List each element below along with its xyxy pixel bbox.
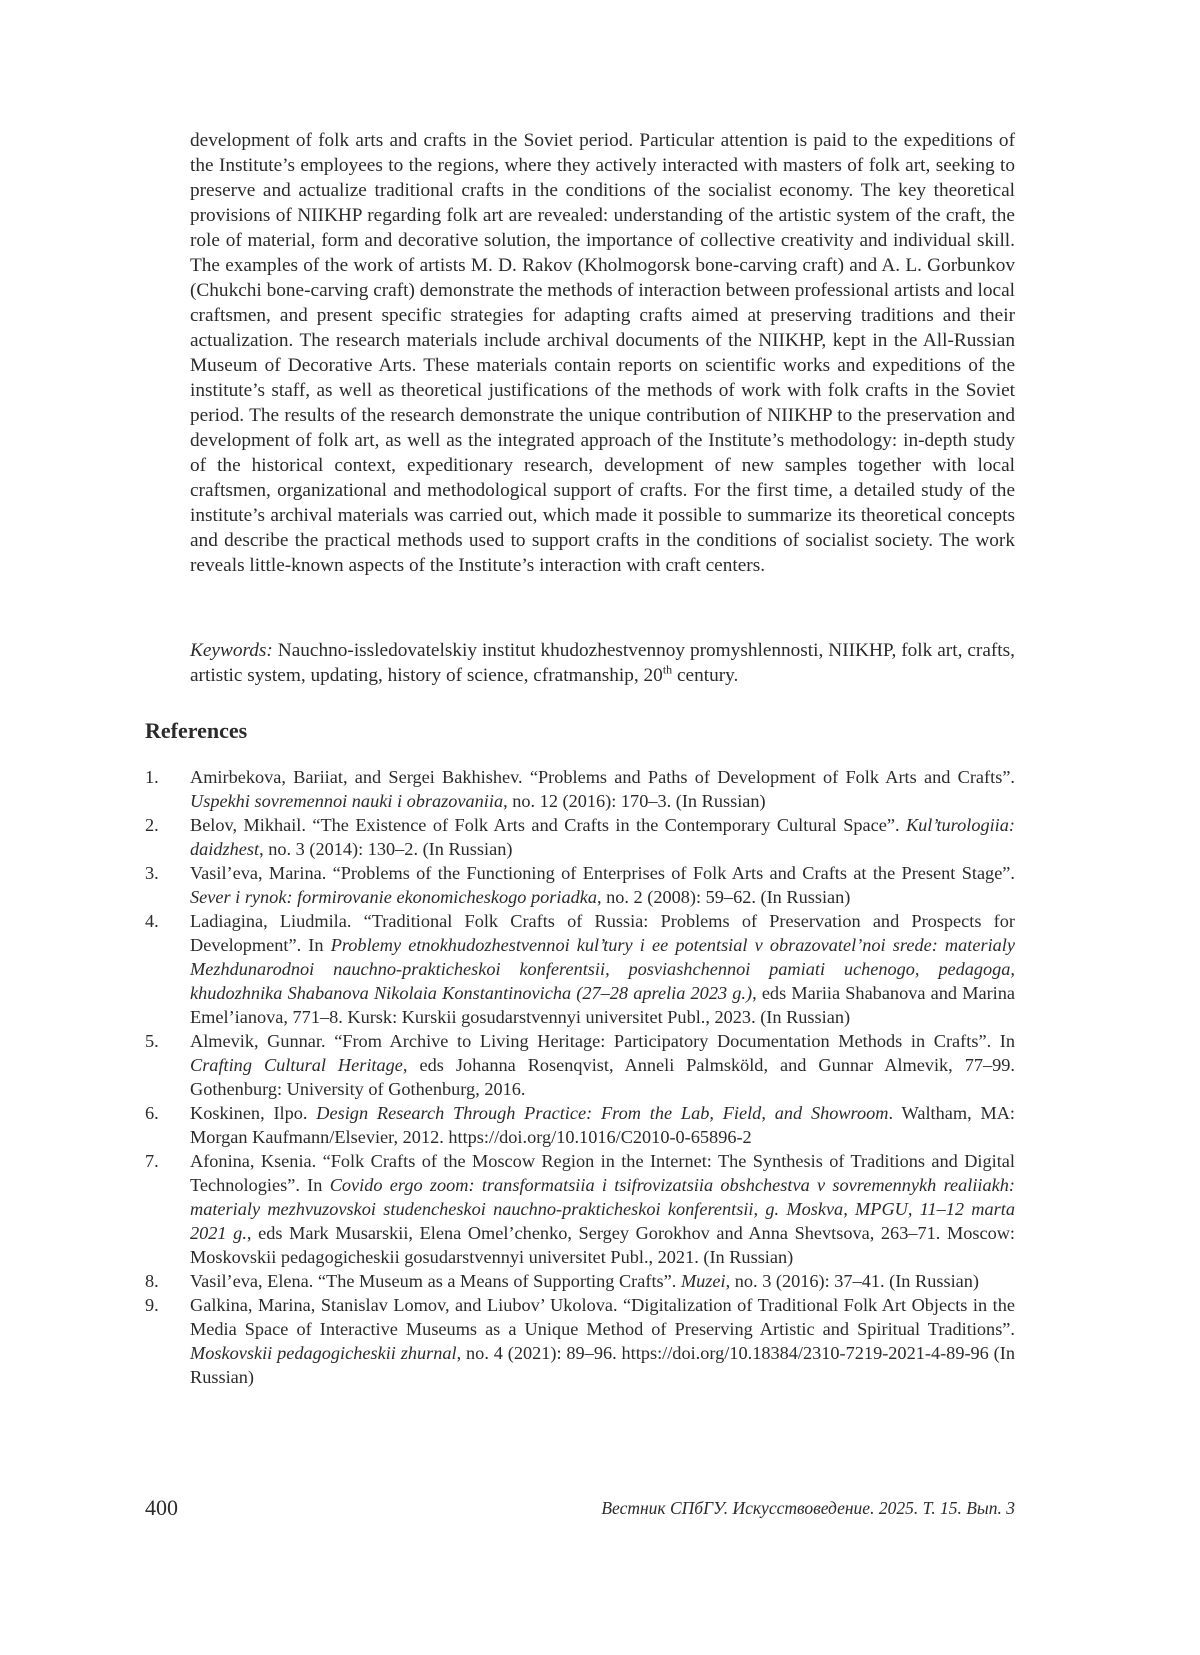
reference-text xyxy=(190,765,1015,813)
reference-item xyxy=(145,813,1015,861)
reference-number: 9. xyxy=(145,1295,159,1315)
reference-authors-title: Galkina, Marina, Stanislav Lomov, and Liubov’ Ukolova. “Digitalization of Traditional Folk Art Objects in the Media Space of Interactive Museums as a Unique Method of Preserving Artistic and Spiritual Traditions”. xyxy=(190,1295,1015,1339)
reference-source: Moskovskii pedagogicheskii zhurnal xyxy=(190,1343,457,1363)
reference-text xyxy=(190,861,1015,909)
reference-details: , no. 3 (2014): 130–2. (In Russian) xyxy=(259,839,513,859)
reference-item xyxy=(145,1269,1015,1293)
reference-source: Problemy etnokhudozhestvennoi kul’tury i ee potentsial v obrazovatel’noi srede: materialy Mezhdunarodnoi nauchno-prakticheskoi konferentsii, posviashchennoi pamiati uchenogo, pedagoga, khudozhnika Shabanova Nikolaia Konstantinovicha (27–28 aprelia 2023 g.) xyxy=(190,935,1015,1003)
reference-details: , no. 2 (2008): 59–62. (In Russian) xyxy=(596,887,851,907)
reference-text xyxy=(190,909,1015,1029)
reference-authors-title: Belov, Mikhail. “The Existence of Folk Arts and Crafts in the Contemporary Cultural Space”. xyxy=(190,815,906,835)
reference-text xyxy=(190,813,1015,861)
reference-text xyxy=(190,1101,1015,1149)
reference-item xyxy=(145,1293,1015,1389)
abstract xyxy=(190,128,1015,578)
page-number: 400 xyxy=(145,1495,178,1520)
reference-number: 1. xyxy=(145,767,159,787)
reference-details: , no. 12 (2016): 170–3. (In Russian) xyxy=(503,791,766,811)
reference-item xyxy=(145,909,1015,1029)
reference-authors-title: Ladiagina, Liudmila. “Traditional Folk Crafts of Russia: Problems of Preservation and Prospects for Development”. In xyxy=(190,911,1015,955)
reference-number: 7. xyxy=(145,1151,159,1171)
reference-source: Sever i rynok: formirovanie ekonomicheskogo poriadka xyxy=(190,887,597,907)
reference-authors-title: Koskinen, Ilpo. xyxy=(190,1103,317,1123)
reference-details: , eds Johanna Rosenqvist, Anneli Palmsköld, and Gunnar Almevik, 77–99. Gothenburg: University of Gothenburg, 2016. xyxy=(190,1055,1015,1099)
reference-authors-title: Vasil’eva, Elena. “The Museum as a Means of Supporting Crafts”. xyxy=(190,1271,681,1291)
reference-authors-title: Vasil’eva, Marina. “Problems of the Functioning of Enterprises of Folk Arts and Crafts at the Present Stage”. xyxy=(190,863,1015,883)
reference-source: Design Research Through Practice: From the Lab, Field, and Showroom xyxy=(316,1103,889,1123)
reference-number: 6. xyxy=(145,1103,159,1123)
reference-authors-title: Afonina, Ksenia. “Folk Crafts of the Moscow Region in the Internet: The Synthesis of Traditions and Digital Technologies”. In xyxy=(190,1151,1015,1195)
references-list xyxy=(145,765,1015,1389)
reference-source: Kul’turologiia: daidzhest xyxy=(190,815,1015,859)
reference-text xyxy=(190,1293,1015,1389)
reference-number: 8. xyxy=(145,1271,159,1291)
reference-number: 2. xyxy=(145,815,159,835)
reference-details: . Waltham, MA: Morgan Kaufmann/Elsevier, 2012. https://doi.org/10.1016/C2010-0-65896-2 xyxy=(190,1103,1015,1147)
keywords-text: Nauchno-issledovatelskiy institut khudozhestvennoy promyshlennosti, NIIKHP, folk art, crafts, artistic system, updating, history of science, cfratmanship, 20 xyxy=(190,640,1015,686)
reference-number: 3. xyxy=(145,863,159,883)
keywords xyxy=(190,638,1015,688)
reference-number: 4. xyxy=(145,911,159,931)
reference-source: Muzei xyxy=(680,1271,726,1291)
reference-authors-title: Amirbekova, Bariiat, and Sergei Bakhishev. “Problems and Paths of Development of Folk Arts and Crafts”. xyxy=(190,767,1015,787)
reference-text xyxy=(190,1149,1015,1269)
reference-source: Covido ergo zoom: transformatsiia i tsifrovizatsiia obshchestva v sovremennykh realiiakh: materialy mezhvuzovskoi studencheskoi nauchno-prakticheskoi konferentsii, g. Moskva, MPGU, 11–12 marta 2021 g. xyxy=(190,1175,1015,1243)
reference-authors-title: Almevik, Gunnar. “From Archive to Living Heritage: Participatory Documentation Methods in Crafts”. In xyxy=(190,1031,1015,1051)
reference-details: , eds Mariia Shabanova and Marina Emel’ianova, 771–8. Kursk: Kurskii gosudarstvennyi universitet Publ., 2023. (In Russian) xyxy=(190,983,1015,1027)
reference-item xyxy=(145,861,1015,909)
references-heading: References xyxy=(145,718,248,743)
reference-text xyxy=(190,1269,1015,1293)
reference-item xyxy=(145,1029,1015,1101)
journal-title: Вестник СПбГУ. Искусствоведение. 2025. Т. 15. Вып. 3 xyxy=(601,1498,1015,1518)
reference-text xyxy=(190,1029,1015,1101)
reference-item xyxy=(145,1101,1015,1149)
reference-source: Uspekhi sovremennoi nauki i obrazovaniia xyxy=(190,791,504,811)
keywords-superscript: th xyxy=(662,662,673,677)
reference-item xyxy=(145,765,1015,813)
reference-item xyxy=(145,1149,1015,1269)
reference-details: , no. 3 (2016): 37–41. (In Russian) xyxy=(725,1271,980,1291)
reference-details: , eds Mark Musarskii, Elena Omel’chenko, Sergey Gorokhov and Anna Shevtsova, 263–71. Moscow: Moskovskii pedagogicheskii gosudarstvennyi universitet Publ., 2021. (In Russian) xyxy=(190,1223,1015,1267)
keywords-label: Keywords: xyxy=(190,640,273,661)
reference-details: , no. 4 (2021): 89–96. https://doi.org/10.18384/2310-7219-2021-4-89-96 (In Russian) xyxy=(190,1343,1015,1387)
abstract-text: development of folk arts and crafts in the Soviet period. Particular attention is paid to the expeditions of the Institute’s employees to the regions, where they actively interacted with masters of folk art, seeking to preserve and actualize traditional crafts in the conditions of the socialist economy. The key theoretical provisions of NIIKHP regarding folk art are revealed: understanding of the artistic system of the craft, the role of material, form and decorative solution, the importance of collective creativity and individual skill. The examples of the work of artists M. D. Rakov (Kholmogorsk bone-carving craft) and A. L. Gorbunkov (Chukchi bone-carving craft) demonstrate the methods of interaction between professional artists and local craftsmen, and present specific strategies for adapting crafts aimed at preserving traditions and their actualization. The research materials include archival documents of the NIIKHP, kept in the All-Russian Museum of Decorative Arts. These materials contain reports on scientific works and expeditions of the institute’s staff, as well as theoretical justifications of the methods of work with folk crafts in the Soviet period. The results of the research demonstrate the unique contribution of NIIKHP to the preservation and development of folk art, as well as the integrated approach of the Institute’s methodology: in-depth study of the historical context, expeditionary research, development of new samples together with local craftsmen, organizational and methodological support of crafts. For the first time, a detailed study of the institute’s archival materials was carried out, which made it possible to summarize its theoretical concepts and describe the practical methods used to support crafts in the conditions of socialist society. The work reveals little-known aspects of the Institute’s interaction with craft centers. xyxy=(190,130,1015,576)
keywords-tail: century. xyxy=(672,665,739,686)
reference-number: 5. xyxy=(145,1031,159,1051)
reference-source: Crafting Cultural Heritage xyxy=(190,1055,403,1075)
